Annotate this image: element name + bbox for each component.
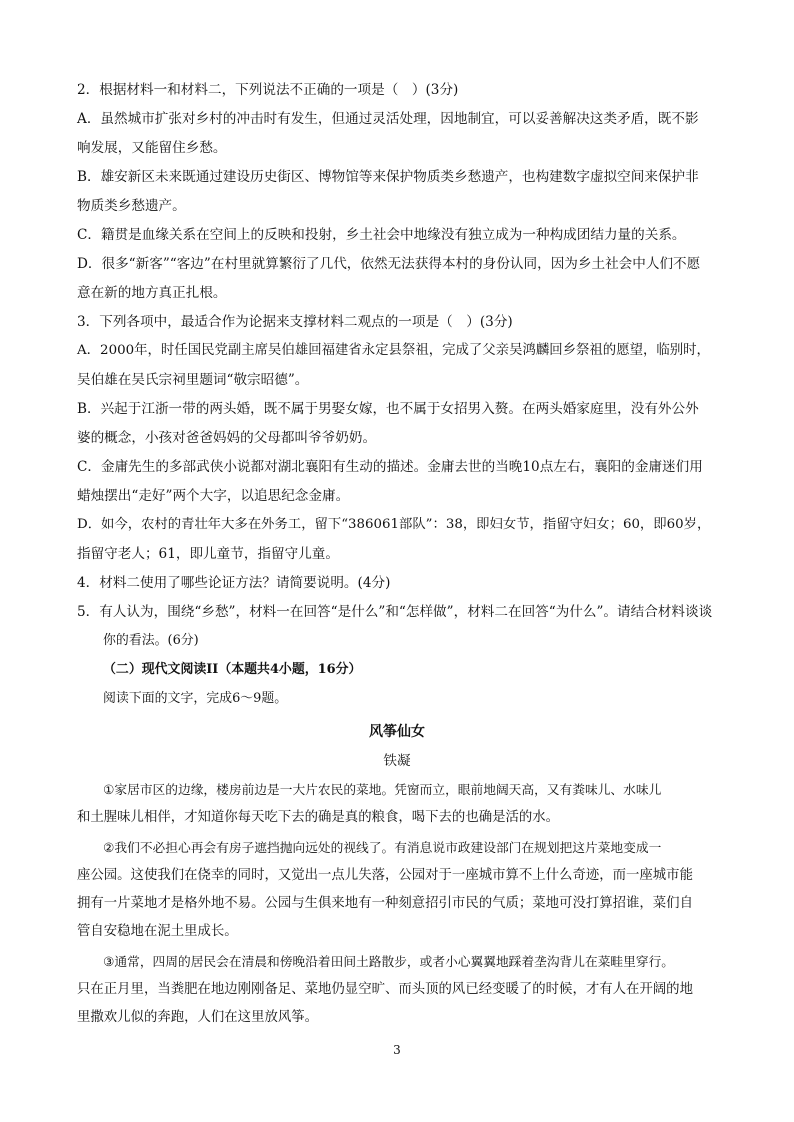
article-paragraph-2-cont-3: 管自安稳地在泥土里成长。 (77, 924, 238, 939)
question-3-option-c-cont: 蜡烛摆出“走好”两个大字，以追思纪念金庸。 (77, 488, 350, 504)
question-2-option-b: B．雄安新区未来既通过建设历史街区、博物馆等来保护物质类乡愁遗产，也构建数字虚拟空间来保护非 (77, 169, 699, 185)
article-title: 风筝仙女 (369, 724, 425, 740)
question-5: 5．有人认为，围绕“乡愁”，材料一在回答“是什么”和“怎样做”，材料二在回答“为什么”。请结合材料谈谈 (77, 604, 713, 620)
article-paragraph-2: ②我们不必担心再会有房子遮挡抛向远处的视线了。有消息说市政建设部门在规划把这片菜地变成一 (103, 840, 662, 855)
question-3-option-d: D．如今，农村的青壮年大多在外务工，留下“386061部队”：38，即妇女节，指留守妇女；60，即60岁， (77, 517, 711, 532)
question-3-option-b: B．兴起于江浙一带的两头婚，既不属于男娶女嫁，也不属于女招男入赘。在两头婚家庭里，没有外公外 (77, 401, 699, 417)
question-3-option-a-cont: 吴伯雄在吴氏宗祠里题词“敬宗昭德”。 (77, 372, 309, 388)
question-4: 4．材料二使用了哪些论证方法？请简要说明。(4分) (77, 575, 391, 591)
article-paragraph-3: ③通常，四周的居民会在清晨和傍晚沿着田间土路散步，或者小心翼翼地踩着垄沟背儿在菜畦里穿行。 (103, 954, 675, 969)
article-author: 铁凝 (383, 753, 411, 769)
question-3-stem: 3．下列各项中，最适合作为论据来支撑材料二观点的一项是（ ）(3分) (77, 314, 513, 330)
question-2-option-c: C．籍贯是血缘关系在空间上的反映和投射，乡土社会中地缘没有独立成为一种构成团结力量的关系。 (77, 227, 686, 243)
question-2-option-a-cont: 响发展，又能留住乡愁。 (77, 140, 227, 156)
article-paragraph-3-cont-2: 里撒欢儿似的奔跑，人们在这里放风筝。 (77, 1010, 319, 1025)
question-2-option-b-cont: 物质类乡愁遗产。 (77, 198, 186, 214)
article-paragraph-1-cont: 和土腥味儿相伴，才知道你每天吃下去的确是真的粮食，喝下去的也确是活的水。 (77, 810, 560, 825)
article-paragraph-3-cont-1: 只在正月里，当粪肥在地边刚刚备足、菜地仍显空旷、而头顶的风已经变暖了的时候，才有人在开阔的地 (77, 982, 693, 997)
section-heading: （二）现代文阅读II（本题共4小题，16分） (103, 662, 362, 677)
question-3-option-a: A．2000年，时任国民党副主席吴伯雄回福建省永定县祭祖，完成了父亲吴鸿麟回乡祭祖的愿望，临别时， (77, 343, 710, 358)
question-5-cont: 你的看法。(6分) (103, 633, 199, 648)
question-2-option-d: D．很多“新客”“客边”在村里就算繁衍了几代，依然无法获得本村的身份认同，因为乡土社会中人们不愿 (77, 256, 701, 272)
question-3-option-d-cont: 指留守老人；61，即儿童节，指留守儿童。 (77, 546, 339, 562)
question-3-option-b-cont: 婆的概念，小孩对爸爸妈妈的父母都叫爷爷奶奶。 (77, 430, 377, 446)
question-2-stem: 2．根据材料一和材料二，下列说法不正确的一项是（ ）(3分) (77, 82, 459, 98)
article-paragraph-2-cont-2: 拥有一片菜地才是格外地不易。公园与生俱来地有一种刻意招引市民的气质；菜地可没打算招谁，菜们自 (77, 896, 693, 911)
question-2-option-a: A．虽然城市扩张对乡村的冲击时有发生，但通过灵活处理，因地制宜，可以妥善解决这类矛盾，既不影 (77, 111, 699, 127)
question-3-option-c: C．金庸先生的多部武侠小说都对湖北襄阳有生动的描述。金庸去世的当晚10点左右，襄阳的金庸迷们用 (77, 459, 703, 475)
page-number: 3 (393, 1043, 401, 1057)
article-paragraph-2-cont-1: 座公园。这使我们在侥幸的同时，又觉出一点儿失落，公园对于一座城市算不上什么奇迹，而一座城市能 (77, 868, 693, 883)
article-paragraph-1: ①家居市区的边缘，楼房前边是一大片农民的菜地。凭窗而立，眼前地阔天高，又有粪味儿、水味儿 (103, 782, 662, 797)
question-2-option-d-cont: 意在新的地方真正扎根。 (77, 285, 227, 301)
section-instruction: 阅读下面的文字，完成6～9题。 (103, 691, 288, 706)
